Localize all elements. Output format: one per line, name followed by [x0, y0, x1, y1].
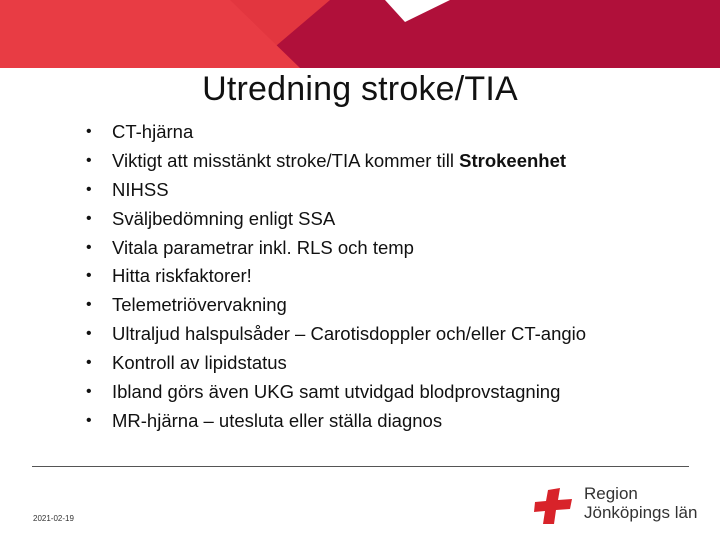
- logo-line-1: Region: [584, 484, 638, 503]
- bullet-text: CT-hjärna: [112, 121, 194, 142]
- bullet-dot: •: [86, 296, 92, 314]
- bullet-dot: •: [86, 411, 92, 429]
- bullet-dot: •: [86, 180, 92, 198]
- slide-date: 2021-02-19: [33, 514, 74, 523]
- logo-text: [584, 484, 697, 522]
- bullet-text: NIHSS: [112, 178, 169, 200]
- bullet-item: [86, 378, 706, 407]
- bullet-text: Sväljbedömning enligt SSA: [112, 207, 336, 229]
- banner-dark-wedge: [250, 0, 720, 68]
- bullet-text: Viktigt att misstänkt stroke/TIA kommer till: [112, 149, 460, 171]
- bullet-dot: •: [86, 325, 92, 343]
- bullet-bold-text: Strokeenhet: [459, 149, 567, 171]
- footer-divider: [32, 466, 689, 467]
- bullet-item: [86, 147, 706, 176]
- header-banner: [0, 0, 720, 68]
- bullet-dot: •: [86, 123, 92, 140]
- bullet-text: Ultraljud halspulsåder – Carotisdoppler och/eller CT-angio: [112, 323, 587, 345]
- bullet-dot: •: [86, 383, 92, 401]
- region-logo: [532, 478, 702, 528]
- bullet-item: [86, 291, 706, 320]
- bullet-item: [86, 262, 706, 291]
- bullet-dot: •: [86, 238, 92, 256]
- cross-icon: [532, 484, 580, 524]
- bullet-item: [86, 234, 706, 263]
- bullet-item: [86, 205, 706, 234]
- bullet-list: [86, 118, 706, 436]
- bullet-dot: •: [86, 267, 92, 285]
- bullet-text: Hitta riskfaktorer!: [112, 265, 252, 287]
- bullet-item: [86, 407, 706, 436]
- bullet-text: Ibland görs även UKG samt utvidgad blodprovstagning: [112, 381, 561, 403]
- bullet-dot: •: [86, 209, 92, 227]
- bullet-dot: •: [86, 354, 92, 372]
- logo-line-2: Jönköpings län: [584, 503, 698, 522]
- bullet-text: MR-hjärna – utesluta eller ställa diagnos: [112, 409, 443, 431]
- slide-title: Utredning stroke/TIA: [202, 70, 518, 108]
- bullet-text: Telemetriövervakning: [112, 294, 287, 316]
- bullet-item: [86, 176, 706, 205]
- bullet-item: [86, 320, 706, 349]
- bullet-dot: •: [86, 151, 92, 169]
- bullet-text: Kontroll av lipidstatus: [112, 352, 287, 374]
- bullet-text: Vitala parametrar inkl. RLS och temp: [112, 236, 414, 258]
- bullet-item: [86, 118, 706, 147]
- bullet-item: [86, 349, 706, 378]
